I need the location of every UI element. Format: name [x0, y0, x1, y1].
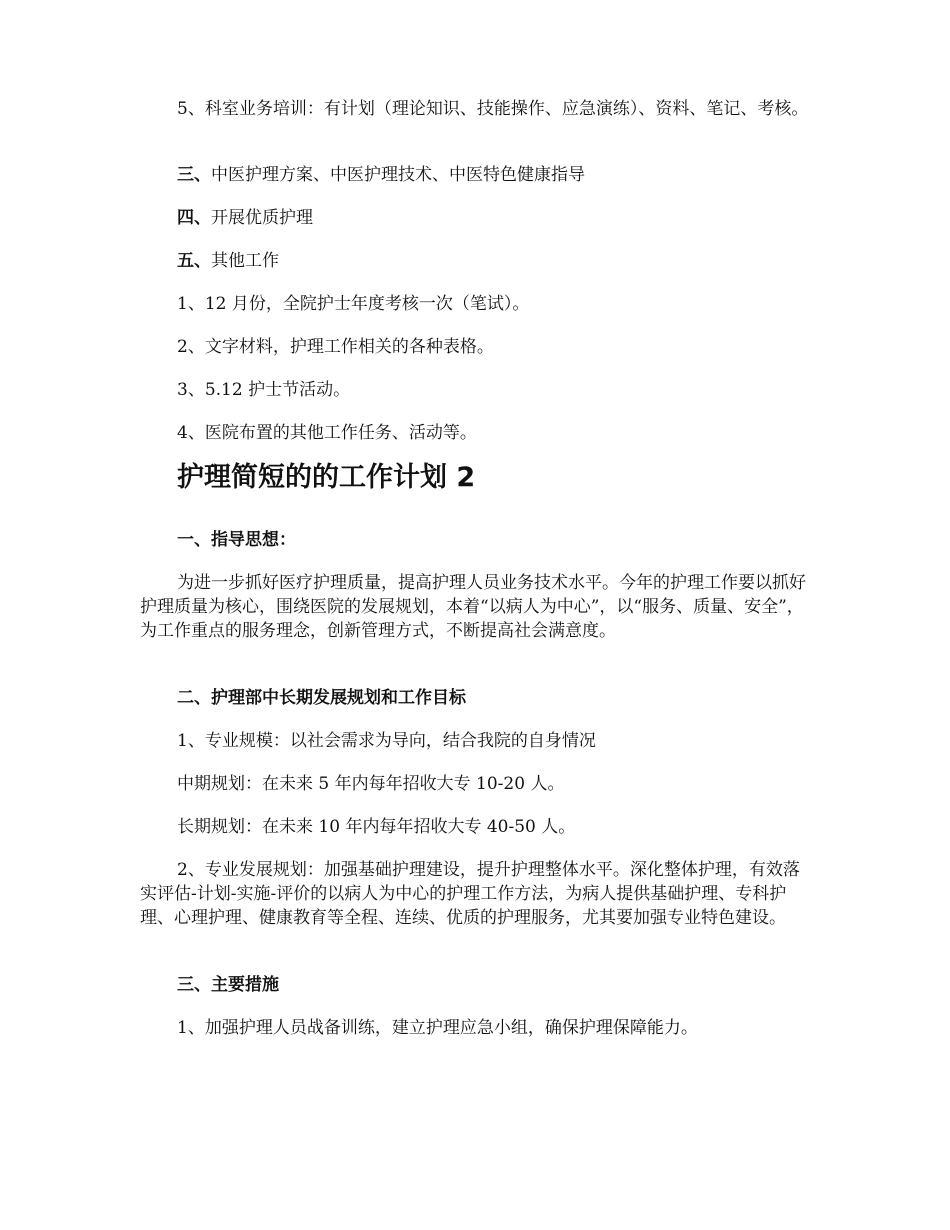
professional-scale-item: 1、专业规模：以社会需求为导向，结合我院的自身情况: [177, 731, 596, 751]
mid-term-plan: 中期规划：在未来 5 年内每年招收大专 10-20 人。: [177, 774, 565, 794]
section-heading-5-number: 五、: [177, 251, 211, 271]
guiding-thought-text: 为进一步抓好医疗护理质量，提高护理人员业务技术水平。今年的护理工作要以抓好护理质量为核心，围绕医院的发展规划，本着“以病人为中心”，以“服务、质量、安全”，为工作重点的服务理念，创新管理方式，不断提高社会满意度。: [140, 573, 806, 641]
section-heading-3: [177, 163, 815, 187]
other-item-1: 1、12 月份，全院护士年度考核一次（笔试）。: [177, 294, 530, 314]
section-heading-5: [177, 249, 815, 273]
plan-2-title: 护理简短的的工作计划 2: [177, 462, 476, 493]
main-measures-heading: 三、主要措施: [177, 975, 279, 995]
development-plan-heading: 二、护理部中长期发展规划和工作目标: [177, 688, 466, 708]
section-heading-4: [177, 206, 815, 230]
other-item-4: 4、医院布置的其他工作任务、活动等。: [177, 423, 477, 443]
section-heading-3-text: 中医护理方案、中医护理技术、中医特色健康指导: [211, 165, 585, 185]
professional-development-item: 2、专业发展规划：加强基础护理建设，提升护理整体水平。深化整体护理，有效落实评估-计划-实施-评价的以病人为中心的护理工作方法，为病人提供基础护理、专科护理、心理护理、健康教育等全程、连续、优质的护理服务，尤其要加强专业特色建设。: [140, 860, 800, 928]
section-heading-4-text: 开展优质护理: [211, 208, 313, 228]
guiding-thought-heading: 一、指导思想：: [177, 530, 296, 550]
other-item-3: 3、5.12 护士节活动。: [177, 380, 351, 400]
long-term-plan: 长期规划：在未来 10 年内每年招收大专 40-50 人。: [177, 817, 576, 837]
section-heading-3-number: 三、: [177, 165, 211, 185]
section-heading-5-text: 其他工作: [211, 251, 279, 271]
section-heading-4-number: 四、: [177, 208, 211, 228]
training-item-5: 5、科室业务培训：有计划（理论知识、技能操作、应急演练）、资料、笔记、考核。: [177, 99, 809, 119]
other-item-2: 2、文字材料，护理工作相关的各种表格。: [177, 337, 494, 357]
measure-item-1: 1、加强护理人员战备训练，建立护理应急小组，确保护理保障能力。: [177, 1018, 698, 1038]
